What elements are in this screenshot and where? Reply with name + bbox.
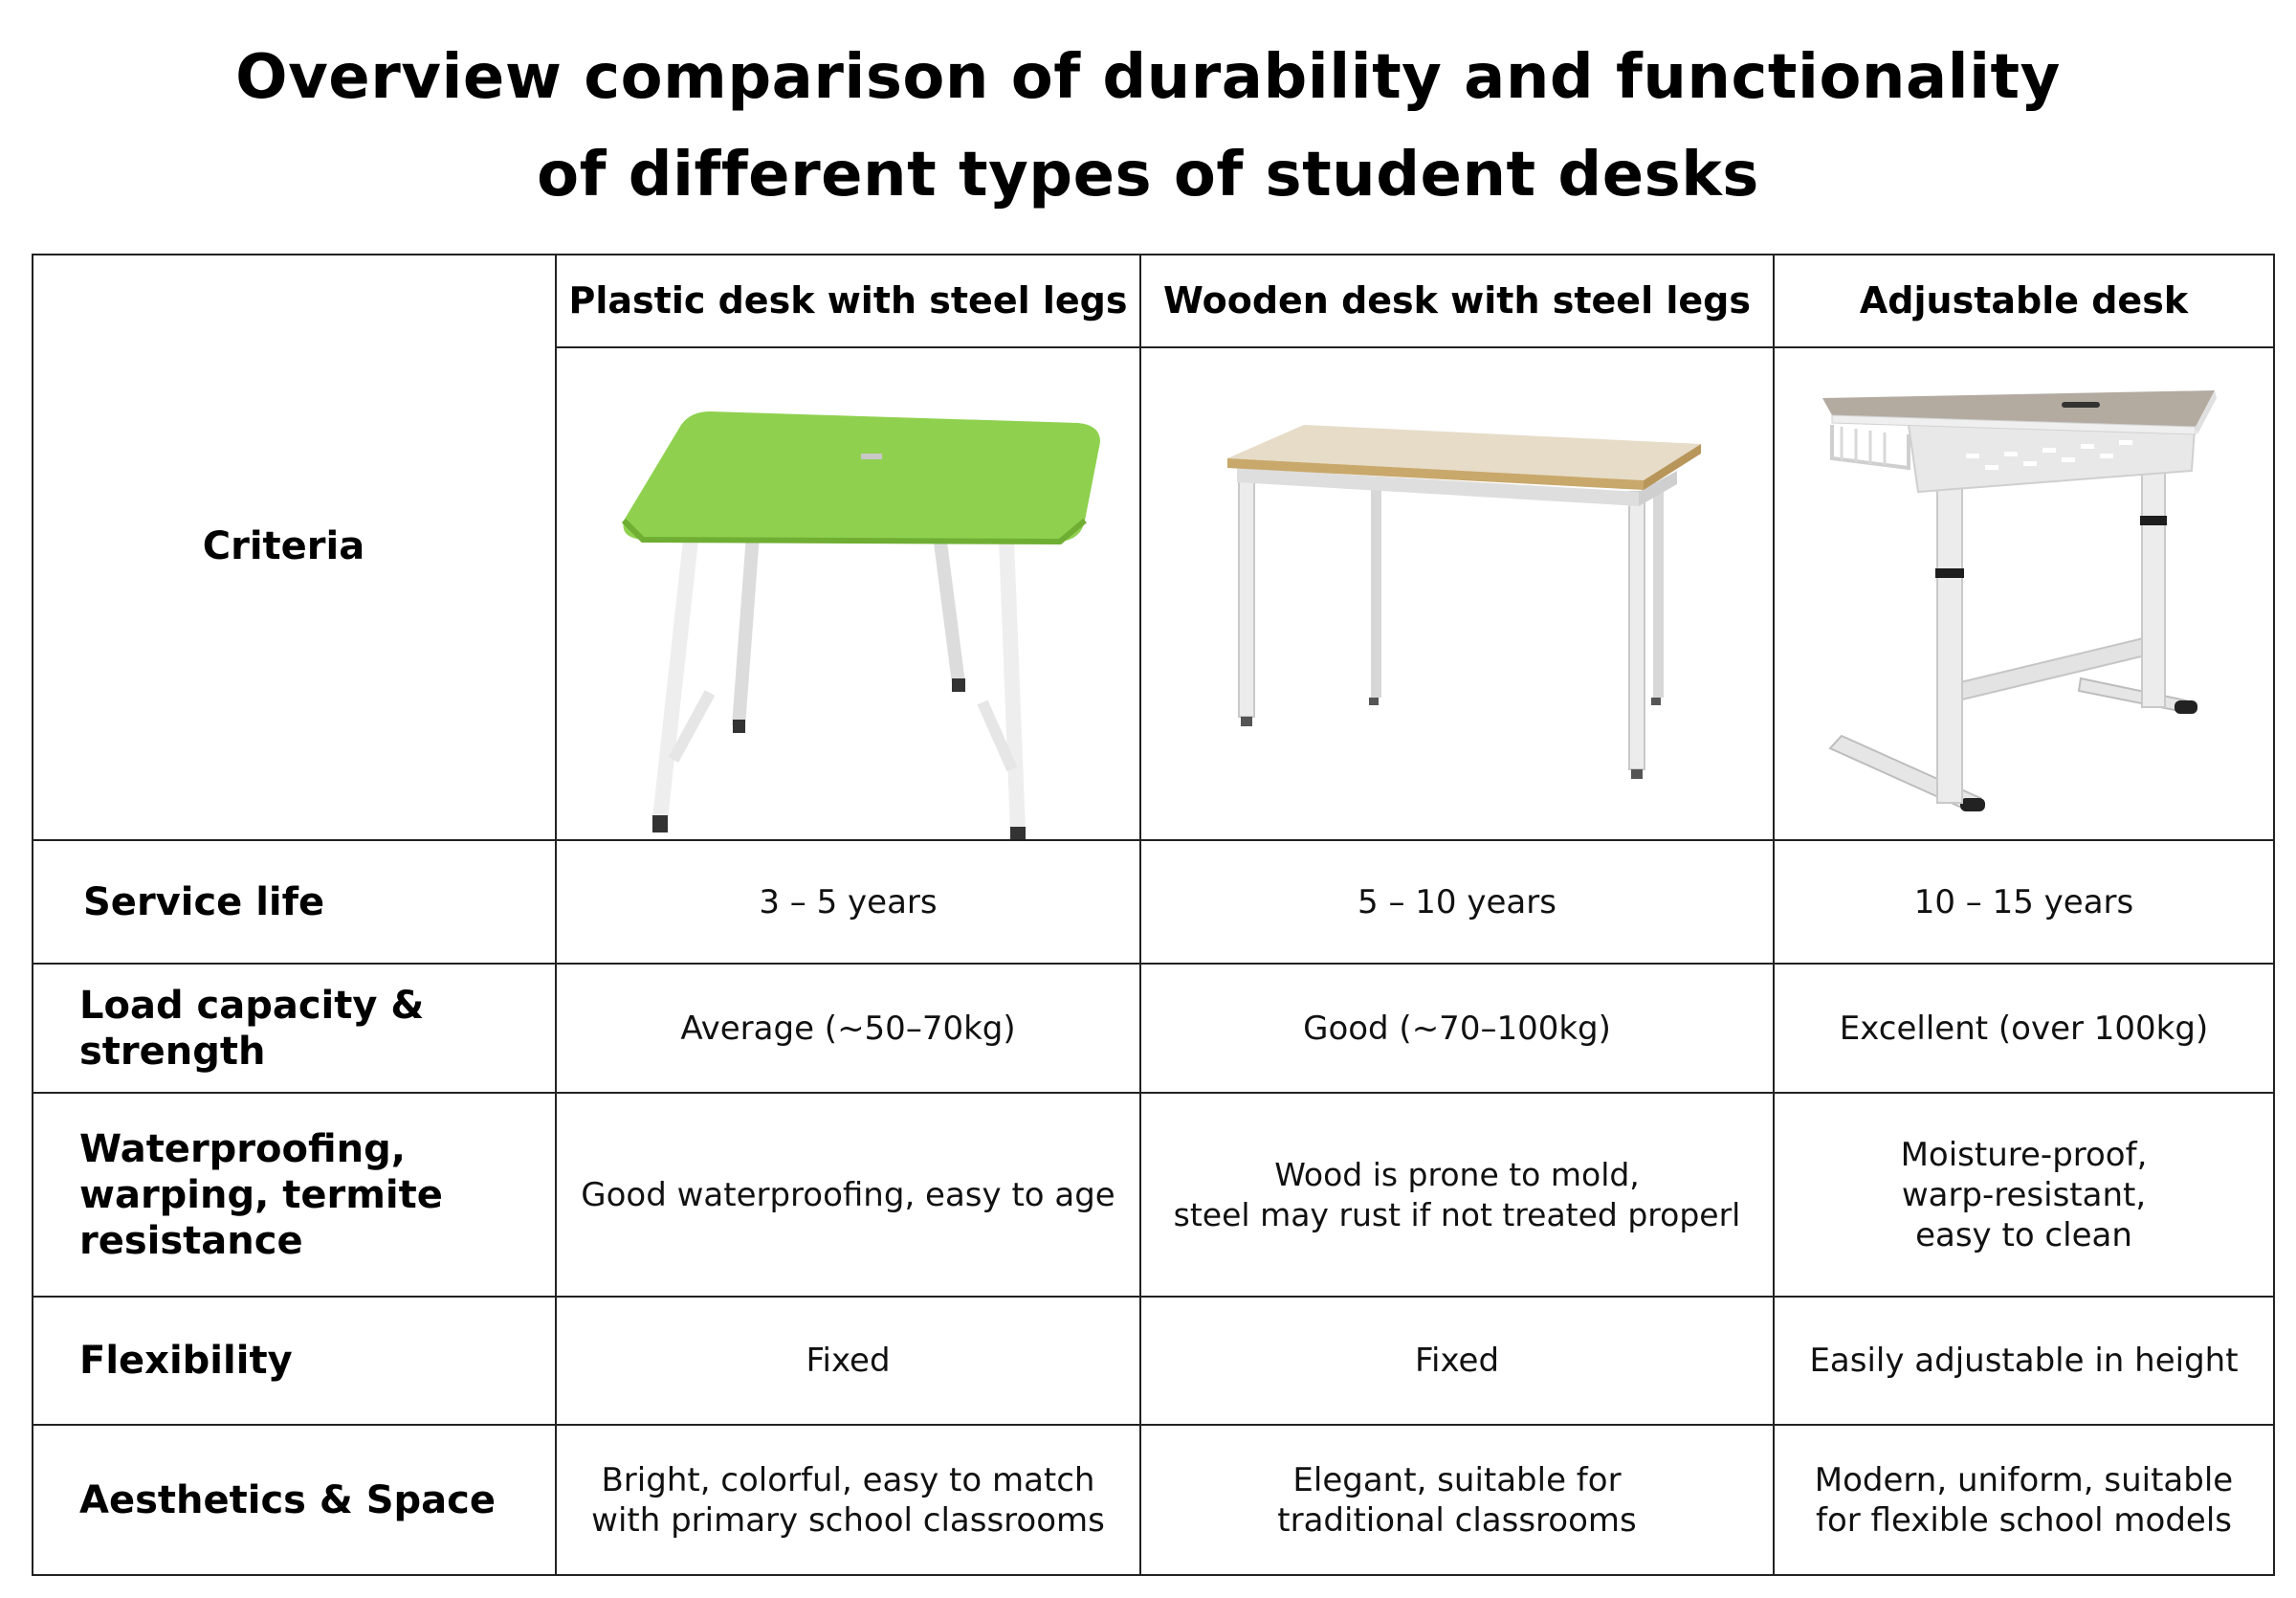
value-cell: Wood is prone to mold, steel may rust if not treated properl [1173,1155,1741,1233]
value-cell: 5 – 10 years [1358,882,1556,921]
value-cell: Moisture-proof, warp-resistant, easy to clean [1900,1135,2148,1254]
value-cell: 3 – 5 years [759,882,938,921]
value-cell: Modern, uniform, suitable for flexible school models [1814,1460,2234,1540]
adjustable-desk-image [1775,348,2273,839]
column-header-plastic: Plastic desk with steel legs [568,278,1128,322]
value-cell: Excellent (over 100kg) [1839,1009,2209,1048]
plastic-desk-image [557,348,1139,839]
table-border-right [2273,254,2275,1576]
value-cell: Average (~50–70kg) [680,1009,1016,1048]
column-header-adjustable: Adjustable desk [1859,278,2189,322]
title-line-1: Overview comparison of durability and functionality [235,42,2061,113]
value-cell: Elegant, suitable for traditional classrooms [1277,1460,1637,1540]
wooden-desk-image [1141,348,1773,839]
comparison-table [32,254,2275,1576]
value-cell: Fixed [806,1342,891,1380]
table-border-bottom [32,1574,2275,1576]
criterion-service-life: Service life [83,879,325,924]
criterion-load-capacity: Load capacity & strength [79,983,425,1074]
value-cell: Easily adjustable in height [1809,1342,2239,1380]
value-cell: Bright, colorful, easy to match with primary school classrooms [591,1460,1105,1540]
criterion-flexibility: Flexibility [79,1339,293,1383]
criterion-waterproofing: Waterproofing, warping, termite resistance [79,1126,443,1263]
value-cell: Fixed [1414,1342,1500,1380]
title-line-2: of different types of student desks [537,140,1759,211]
value-cell: Good waterproofing, easy to age [581,1175,1115,1214]
criteria-header: Criteria [202,524,365,568]
page-title [0,29,2296,224]
value-cell: 10 – 15 years [1913,882,2134,921]
column-header-wooden: Wooden desk with steel legs [1163,278,1751,322]
value-cell: Good (~70–100kg) [1303,1009,1611,1048]
criterion-aesthetics: Aesthetics & Space [79,1477,496,1522]
